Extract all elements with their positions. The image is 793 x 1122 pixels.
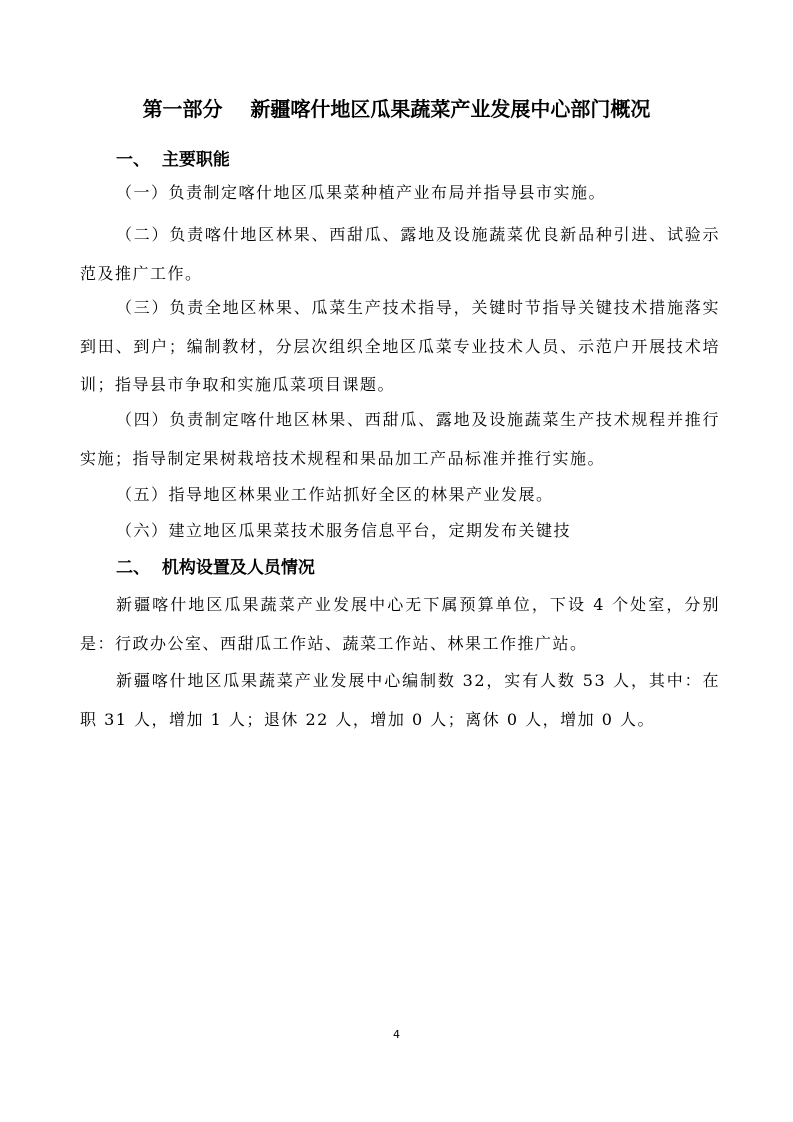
paragraph-organization: 新疆喀什地区瓜果蔬菜产业发展中心无下属预算单位，下设 4 个处室，分别是：行政办公室、西甜瓜工作站、蔬菜工作站、林果工作推广站。 (80, 595, 720, 653)
paragraph-function-5: （五）指导地区林果业工作站抓好全区的林果产业发展。 (116, 485, 554, 504)
paragraph-function-2: （二）负责喀什地区林果、西甜瓜、露地及设施蔬菜优良新品种引进、试验示范及推广工作。 (80, 225, 720, 283)
paragraph-function-6: （六）建立地区瓜果菜技术服务信息平台，定期发布关键技 (116, 521, 572, 540)
paragraph-function-4: （四）负责制定喀什地区林果、西甜瓜、露地及设施蔬菜生产技术规程并推行实施；指导制定果树栽培技术规程和果品加工产品标准并推行实施。 (80, 410, 720, 468)
section-heading-main-functions: 一、 主要职能 (116, 150, 230, 170)
paragraph-function-1: （一）负责制定喀什地区瓜果菜种植产业布局并指导县市实施。 (116, 183, 607, 202)
page-number: 4 (393, 1028, 400, 1041)
paragraph-staffing: 新疆喀什地区瓜果蔬菜产业发展中心编制数 32，实有人数 53 人，其中：在职 31 人，增加 1 人；退休 22 人，增加 0 人；离休 0 人，增加 0 人。 (80, 671, 720, 729)
section-heading-organization-staffing: 二、 机构设置及人员情况 (116, 558, 315, 578)
paragraph-function-3: （三）负责全地区林果、瓜菜生产技术指导，关键时节指导关键技术措施落实到田、到户；编制教材，分层次组织全地区瓜菜专业技术人员、示范户开展技术培训；指导县市争取和实施瓜菜项目课题。 (80, 298, 720, 394)
document-title: 第一部分 新疆喀什地区瓜果蔬菜产业发展中心部门概况 (142, 97, 651, 121)
